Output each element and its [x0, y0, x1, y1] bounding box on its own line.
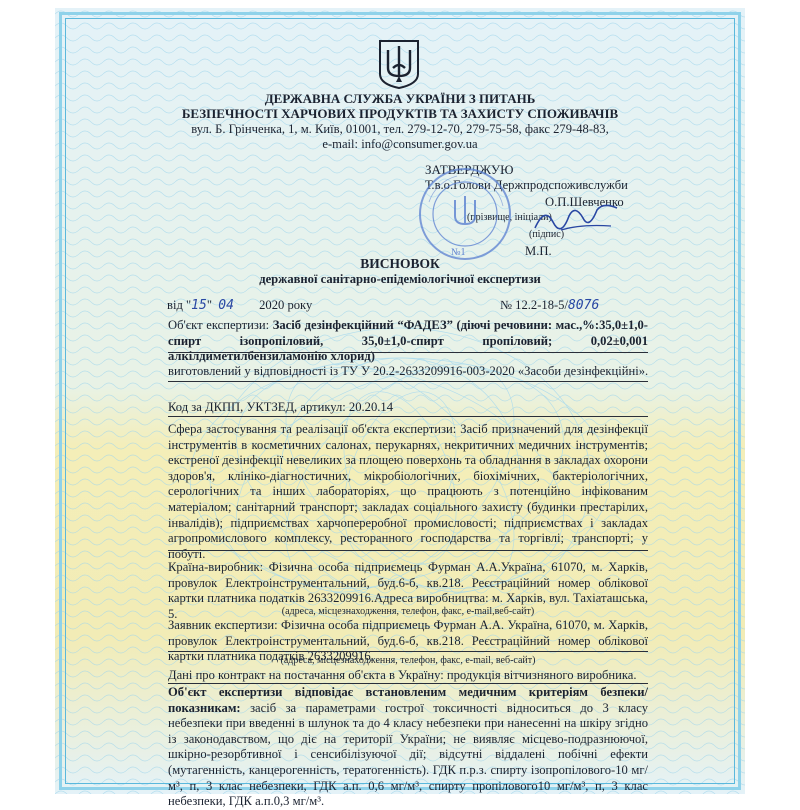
country-producer: Країна-виробник: Фізична особа підприємець Фурман А.А.Україна, 61070, м. Харків, провулок Електроінструментальний, буд.6-б, кв.218. Реєстраційний номер облікової картки платника податків 2633209916.Адреса виробництва: м. Харків, вул. Тахіаташська, 5. [168, 560, 648, 621]
divider [168, 651, 648, 652]
stamp-number: №1 [451, 247, 466, 258]
approval-mp: М.П. [525, 244, 552, 258]
agency-name-line1: ДЕРЖАВНА СЛУЖБА УКРАЇНИ З ПИТАНЬ [264, 91, 536, 106]
date-prefix: від " [167, 298, 192, 312]
coat-of-arms-icon [377, 38, 421, 90]
approval-position: Т.в.о.Голови Держпродспоживслужби [425, 178, 628, 192]
date-month: 04 [218, 298, 234, 313]
object-label: Об'єкт експертизи: [168, 318, 273, 332]
approval-name: О.П.Шевченко [545, 195, 624, 209]
manufactured-per: виготовлений у відповідності із ТУ У 20.2-2633209916-003-2020 «Засоби дезінфекційні». [168, 364, 649, 378]
agency-email: e-mail: info@consumer.gov.ua [322, 137, 478, 151]
date-quote: " [206, 298, 212, 312]
safety-criteria [168, 685, 648, 810]
divider [168, 683, 648, 684]
address-caption-2: (адреса, місцезнаходження, телефон, факс, e-mail, веб-сайт) [280, 655, 536, 666]
date-day: 15 [191, 298, 207, 313]
approval-sign-caption: (підпис) [529, 229, 565, 240]
divider [168, 381, 648, 382]
scope-of-use: Сфера застосування та реалізації об'єкта експертизи: Засіб призначений для дезінфекції інструментів в косметичних салонах, перукарнях, некритичних медичних інструментів; екстреної дезінфекції невеликих за площею поверхонь та обладнання в закладах охорони здоров'я, клініко-діагностичних, мікробіологічних, біохімічних, бактеріологічних, серологічних та інших лабораторіях, що працюють з потенційно інфікованим матеріалом; санітарний транспорт; закладах соціального захисту (будинки престарілих, інвалідів); підприємствах харчопереробної промисловості; підприємствах і закладах агропромислового комплексу, ресторанного господарства та торгівлі; транспорті; у побуті. [168, 422, 648, 561]
doc-title: ВИСНОВОК [360, 256, 440, 271]
address-caption-1: (адреса, місцезнаходження, телефон, факс, e-mail,веб-сайт) [281, 606, 535, 617]
certificate-sheet [55, 8, 745, 809]
divider [168, 352, 648, 353]
doc-date [167, 298, 312, 314]
approval-title: ЗАТВЕРДЖУЮ [425, 162, 514, 177]
applicant: Заявник експертизи: Фізична особа підприємець Фурман А.А. Україна, 61070, м. Харків, провулок Електроінструментальний, буд.6-б, кв.218. Реєстраційний номер облікової картки платника податків 2633209916. [168, 618, 648, 664]
criteria-text: засіб за параметрами гострої токсичності відноситься до 3 класу небезпеки при введенні в шлунок та до 4 класу небезпеки при нанесенні на шкіру згідно із законодавством, що діє на території України; не виявляє місцево-подразнюючої, шкірно-резорбтивної і сенсибілізуючої дії; відсутні віддалені побічні ефекти (мутагенність, канцерогенність, тератогенність). ГДК п.р.з. спирту ізопропілового-10 мг/м³, п, 3 клас небезпеки, ГДК а.п. 0,6 мг/м³, спирту пропілового10 мг/м³, п, 3 клас небезпеки, ГДК а.п.0,3 мг/м³. [168, 700, 648, 809]
product-code: Код за ДКПП, УКТЗЕД, артикул: 20.20.14 [168, 400, 394, 414]
divider [168, 550, 648, 551]
approval-name-caption: (прізвище, ініціали) [467, 212, 552, 223]
criteria-heading: Об'єкт експертизи відповідає встановленим медичним критеріям безпеки/показникам: [168, 685, 648, 715]
object-of-expertise [168, 318, 648, 365]
agency-address: вул. Б. Грінченка, 1, м. Київ, 01001, тел. 279-12-70, 279-75-58, факс 279-48-83, [191, 122, 609, 136]
contract-data: Дані про контракт на постачання об'єкта в Україну: продукція вітчизняного виробника. [168, 668, 637, 682]
divider [168, 416, 648, 417]
object-value: Засіб дезінфекційний “ФАДЕЗ” (діючі речовини: мас.,%:35,0±1,0-спирт ізопропіловий, 35,0±1,0-спирт пропіловий; 0,02±0,001 алкілдиметилбензиламонію хлорид) [168, 318, 648, 364]
doc-subtitle: державної санітарно-епідеміологічної експертизи [259, 272, 541, 286]
signature-icon [531, 200, 621, 236]
number-handwritten: 8076 [567, 298, 600, 313]
doc-number [500, 298, 599, 314]
date-year: 2020 року [259, 298, 313, 312]
agency-name-line2: БЕЗПЕЧНОСТІ ХАРЧОВИХ ПРОДУКТІВ ТА ЗАХИСТУ СПОЖИВАЧІВ [181, 106, 619, 121]
number-prefix: № 12.2-18-5/ [500, 298, 568, 312]
